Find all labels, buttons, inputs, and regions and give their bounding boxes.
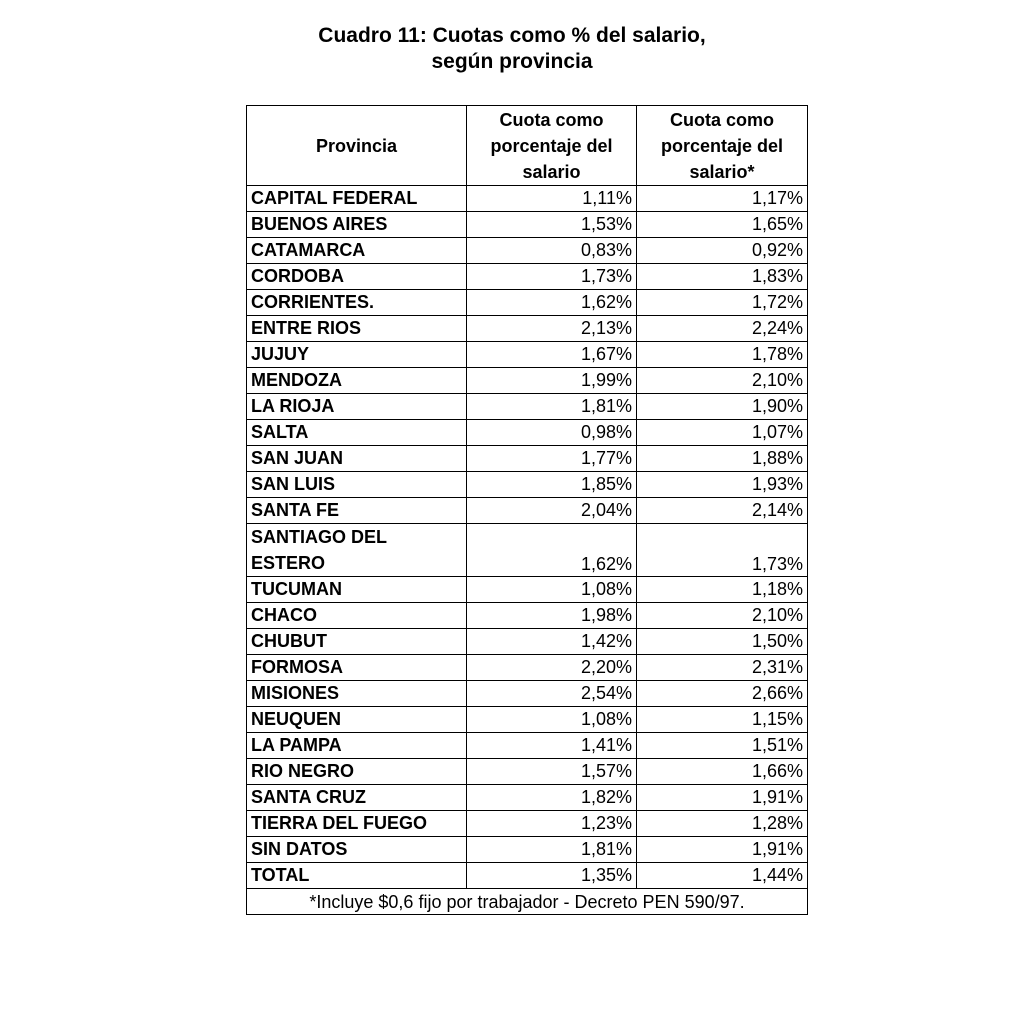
cell-cuota-fijo: 0,92% bbox=[637, 238, 808, 264]
cell-provincia: CORRIENTES. bbox=[247, 290, 467, 316]
cell-provincia: RIO NEGRO bbox=[247, 759, 467, 785]
cell-cuota: 0,98% bbox=[467, 420, 637, 446]
cell-cuota-fijo: 1,66% bbox=[637, 759, 808, 785]
column-header-cuota: Cuota como porcentaje del salario bbox=[467, 106, 637, 186]
cell-cuota: 1,62% bbox=[467, 290, 637, 316]
table-row bbox=[247, 316, 808, 342]
cell-provincia: LA PAMPA bbox=[247, 733, 467, 759]
cell-provincia: JUJUY bbox=[247, 342, 467, 368]
cell-cuota: 1,42% bbox=[467, 629, 637, 655]
table-row bbox=[247, 785, 808, 811]
cell-cuota-fijo: 1,51% bbox=[637, 733, 808, 759]
cell-cuota: 1,35% bbox=[467, 863, 637, 889]
cell-cuota-fijo: 1,91% bbox=[637, 837, 808, 863]
table-title-line-1: Cuadro 11: Cuotas como % del salario, bbox=[318, 24, 706, 47]
cell-cuota-fijo: 1,17% bbox=[637, 186, 808, 212]
cell-provincia: CAPITAL FEDERAL bbox=[247, 186, 467, 212]
table-row bbox=[247, 577, 808, 603]
header-row bbox=[247, 106, 808, 186]
table-row bbox=[247, 837, 808, 863]
table-row bbox=[247, 394, 808, 420]
cell-cuota: 1,08% bbox=[467, 707, 637, 733]
cell-cuota-fijo: 1,18% bbox=[637, 577, 808, 603]
cell-cuota-fijo: 1,83% bbox=[637, 264, 808, 290]
table-body bbox=[247, 186, 808, 889]
cell-cuota: 0,83% bbox=[467, 238, 637, 264]
cell-provincia: SANTA FE bbox=[247, 498, 467, 524]
cell-cuota: 1,81% bbox=[467, 837, 637, 863]
table-row bbox=[247, 603, 808, 629]
table-row bbox=[247, 733, 808, 759]
table-row bbox=[247, 342, 808, 368]
cell-cuota: 1,82% bbox=[467, 785, 637, 811]
table-row bbox=[247, 446, 808, 472]
cell-cuota: 1,23% bbox=[467, 811, 637, 837]
footnote-row bbox=[247, 889, 808, 915]
cell-cuota-fijo: 1,91% bbox=[637, 785, 808, 811]
cell-cuota: 1,57% bbox=[467, 759, 637, 785]
table-row bbox=[247, 290, 808, 316]
cell-cuota: 1,62% bbox=[467, 524, 637, 577]
table-row bbox=[247, 655, 808, 681]
cell-provincia: SAN LUIS bbox=[247, 472, 467, 498]
cell-cuota-fijo: 1,72% bbox=[637, 290, 808, 316]
cell-cuota: 1,81% bbox=[467, 394, 637, 420]
cell-provincia: FORMOSA bbox=[247, 655, 467, 681]
cell-cuota: 2,04% bbox=[467, 498, 637, 524]
table-row bbox=[247, 368, 808, 394]
cell-cuota: 1,41% bbox=[467, 733, 637, 759]
cell-cuota-fijo: 2,31% bbox=[637, 655, 808, 681]
table-row bbox=[247, 863, 808, 889]
table-row bbox=[247, 212, 808, 238]
cell-cuota-fijo: 1,78% bbox=[637, 342, 808, 368]
table-row bbox=[247, 629, 808, 655]
cell-provincia: CORDOBA bbox=[247, 264, 467, 290]
cell-provincia: CHUBUT bbox=[247, 629, 467, 655]
table-row bbox=[247, 681, 808, 707]
cell-provincia: SIN DATOS bbox=[247, 837, 467, 863]
table-row bbox=[247, 420, 808, 446]
cell-cuota-fijo: 1,15% bbox=[637, 707, 808, 733]
cell-cuota: 1,53% bbox=[467, 212, 637, 238]
table-row bbox=[247, 498, 808, 524]
cell-cuota-fijo: 2,10% bbox=[637, 368, 808, 394]
cell-provincia: MISIONES bbox=[247, 681, 467, 707]
cell-provincia: TIERRA DEL FUEGO bbox=[247, 811, 467, 837]
cell-provincia: TOTAL bbox=[247, 863, 467, 889]
table-row bbox=[247, 707, 808, 733]
cell-cuota: 1,77% bbox=[467, 446, 637, 472]
cell-cuota-fijo: 1,88% bbox=[637, 446, 808, 472]
table-row bbox=[247, 811, 808, 837]
cell-cuota-fijo: 2,14% bbox=[637, 498, 808, 524]
table-title-line-2: según provincia bbox=[431, 50, 593, 73]
cell-cuota-fijo: 2,24% bbox=[637, 316, 808, 342]
cell-cuota: 1,85% bbox=[467, 472, 637, 498]
cell-cuota: 1,99% bbox=[467, 368, 637, 394]
cuotas-table bbox=[246, 105, 808, 915]
cell-cuota: 1,08% bbox=[467, 577, 637, 603]
cell-provincia: ENTRE RIOS bbox=[247, 316, 467, 342]
cell-provincia: TUCUMAN bbox=[247, 577, 467, 603]
column-header-provincia: Provincia bbox=[247, 106, 467, 186]
cell-cuota-fijo: 1,50% bbox=[637, 629, 808, 655]
cell-cuota: 1,73% bbox=[467, 264, 637, 290]
cell-cuota-fijo: 1,90% bbox=[637, 394, 808, 420]
cell-provincia: SANTIAGO DEL ESTERO bbox=[247, 524, 467, 577]
table-row bbox=[247, 186, 808, 212]
cell-provincia: NEUQUEN bbox=[247, 707, 467, 733]
table-row bbox=[247, 759, 808, 785]
cell-cuota-fijo: 1,73% bbox=[637, 524, 808, 577]
cell-cuota: 1,67% bbox=[467, 342, 637, 368]
cell-cuota-fijo: 2,66% bbox=[637, 681, 808, 707]
cell-provincia: MENDOZA bbox=[247, 368, 467, 394]
cell-provincia: BUENOS AIRES bbox=[247, 212, 467, 238]
cell-cuota: 2,20% bbox=[467, 655, 637, 681]
cell-cuota: 2,13% bbox=[467, 316, 637, 342]
cell-cuota: 1,11% bbox=[467, 186, 637, 212]
column-header-cuota-fijo: Cuota como porcentaje del salario* bbox=[637, 106, 808, 186]
table-row bbox=[247, 524, 808, 577]
cell-cuota: 1,98% bbox=[467, 603, 637, 629]
cell-cuota-fijo: 1,28% bbox=[637, 811, 808, 837]
cell-provincia: LA RIOJA bbox=[247, 394, 467, 420]
cell-provincia: SANTA CRUZ bbox=[247, 785, 467, 811]
table-row bbox=[247, 264, 808, 290]
cell-cuota-fijo: 1,07% bbox=[637, 420, 808, 446]
cell-cuota-fijo: 1,65% bbox=[637, 212, 808, 238]
table-row bbox=[247, 238, 808, 264]
cell-cuota-fijo: 2,10% bbox=[637, 603, 808, 629]
cell-cuota-fijo: 1,93% bbox=[637, 472, 808, 498]
table-row bbox=[247, 472, 808, 498]
footnote: *Incluye $0,6 fijo por trabajador - Decreto PEN 590/97. bbox=[247, 889, 808, 915]
cell-cuota: 2,54% bbox=[467, 681, 637, 707]
cell-provincia: CHACO bbox=[247, 603, 467, 629]
cell-cuota-fijo: 1,44% bbox=[637, 863, 808, 889]
cell-provincia: CATAMARCA bbox=[247, 238, 467, 264]
cell-provincia: SAN JUAN bbox=[247, 446, 467, 472]
cell-provincia: SALTA bbox=[247, 420, 467, 446]
